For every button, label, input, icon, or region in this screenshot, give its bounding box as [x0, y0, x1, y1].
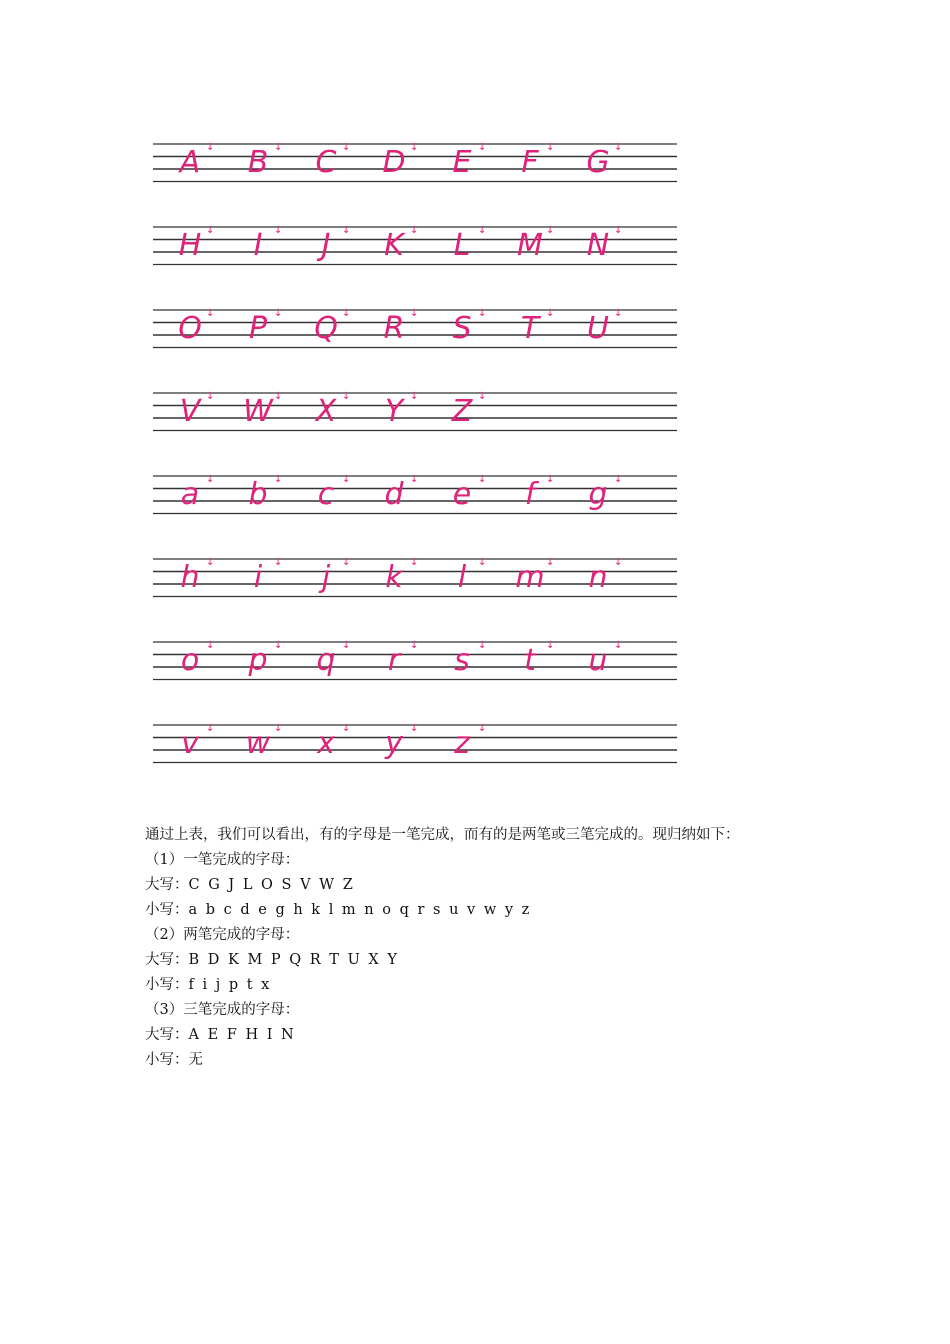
letter-g: g [588, 477, 608, 512]
letter-q: q [316, 643, 336, 678]
letter-P: P [248, 311, 268, 346]
letters: A E F H I N [188, 1027, 296, 1043]
letter-N: N [586, 228, 610, 263]
stroke-order-mark: ↓ [342, 557, 351, 568]
stroke-order-mark: ↓ [410, 142, 419, 153]
letter-I: I [253, 228, 263, 263]
letter-Z: Z [451, 394, 473, 429]
stroke-order-mark: ↓ [546, 308, 555, 319]
letter-L: L [453, 228, 471, 263]
letter-J: J [321, 228, 331, 263]
stroke-order-mark: ↓ [206, 640, 215, 651]
stroke-order-mark: ↓ [342, 391, 351, 402]
stroke-order-mark: ↓ [206, 225, 215, 236]
stroke-order-mark: ↓ [274, 557, 283, 568]
stroke-order-mark: ↓ [614, 142, 623, 153]
stroke-order-mark: ↓ [342, 640, 351, 651]
stroke-order-mark: ↓ [274, 225, 283, 236]
summary-text [145, 823, 835, 1073]
stroke-order-mark: ↓ [546, 474, 555, 485]
section2-lower [145, 973, 835, 998]
stroke-order-mark: ↓ [410, 225, 419, 236]
stroke-order-mark: ↓ [342, 723, 351, 734]
letter-m: m [515, 560, 545, 595]
lower-label: 小写： [145, 1052, 189, 1068]
letter-l: l [457, 560, 467, 595]
stroke-order-mark: ↓ [614, 557, 623, 568]
stroke-order-mark: ↓ [478, 142, 487, 153]
letter-p: p [248, 643, 268, 678]
intro-paragraph: 通过上表，我们可以看出，有的字母是一笔完成，而有的是两笔或三笔完成的。现归纳如下： [145, 827, 740, 843]
section1-upper [145, 873, 835, 898]
stroke-order-mark: ↓ [342, 474, 351, 485]
stroke-order-mark: ↓ [546, 640, 555, 651]
stroke-order-mark: ↓ [274, 308, 283, 319]
letters: f i j p t x [188, 977, 272, 993]
letter-U: U [587, 311, 609, 346]
stroke-order-mark: ↓ [342, 308, 351, 319]
stroke-order-mark: ↓ [274, 640, 283, 651]
letters: C G J L O S V W Z [188, 877, 355, 893]
section2-upper [145, 948, 835, 973]
letter-b: b [248, 477, 268, 512]
section2-title: （2）两笔完成的字母： [145, 927, 300, 943]
letter-G: G [586, 145, 610, 180]
letter-j: j [321, 560, 331, 595]
letter-K: K [384, 228, 404, 263]
letter-z: z [454, 726, 470, 761]
stroke-order-mark: ↓ [410, 557, 419, 568]
section3-title: （3）三笔完成的字母： [145, 1002, 300, 1018]
letter-R: R [383, 311, 405, 346]
stroke-order-mark: ↓ [410, 723, 419, 734]
letter-H: H [178, 228, 202, 263]
upper-label: 大写： [145, 952, 189, 968]
letter-E: E [452, 145, 472, 180]
letters: 无 [188, 1052, 205, 1068]
stroke-order-mark: ↓ [614, 474, 623, 485]
upper-label: 大写： [145, 1027, 189, 1043]
letter-c: c [317, 477, 335, 512]
letter-F: F [521, 145, 539, 180]
letter-T: T [520, 311, 540, 346]
letter-i: i [253, 560, 263, 595]
letter-O: O [178, 311, 202, 346]
stroke-order-mark: ↓ [206, 142, 215, 153]
letter-v: v [181, 726, 199, 761]
stroke-order-mark: ↓ [274, 142, 283, 153]
letter-Q: Q [314, 311, 338, 346]
stroke-order-mark: ↓ [478, 723, 487, 734]
letter-A: A [179, 145, 201, 180]
upper-label: 大写： [145, 877, 189, 893]
stroke-order-mark: ↓ [478, 640, 487, 651]
stroke-order-mark: ↓ [546, 142, 555, 153]
letter-k: k [385, 560, 403, 595]
letter-W: W [243, 394, 273, 429]
letter-t: t [524, 643, 536, 678]
letter-M: M [517, 228, 543, 263]
stroke-order-mark: ↓ [614, 308, 623, 319]
stroke-order-mark: ↓ [206, 474, 215, 485]
letter-V: V [179, 394, 201, 429]
letter-a: a [180, 477, 200, 512]
letter-S: S [452, 311, 472, 346]
stroke-order-mark: ↓ [342, 225, 351, 236]
letter-e: e [452, 477, 472, 512]
stroke-order-mark: ↓ [478, 308, 487, 319]
letter-w: w [245, 726, 271, 761]
stroke-order-mark: ↓ [206, 723, 215, 734]
letter-s: s [454, 643, 470, 678]
stroke-order-mark: ↓ [478, 557, 487, 568]
letter-B: B [247, 145, 269, 180]
stroke-order-mark: ↓ [206, 308, 215, 319]
letter-x: x [317, 726, 335, 761]
section3-lower [145, 1048, 835, 1073]
letter-d: d [384, 477, 404, 512]
stroke-order-mark: ↓ [410, 474, 419, 485]
letter-r: r [387, 643, 401, 678]
stroke-order-mark: ↓ [206, 391, 215, 402]
letter-y: y [385, 726, 403, 761]
letter-X: X [315, 394, 337, 429]
letter-h: h [180, 560, 200, 595]
section1-title: （1）一笔完成的字母： [145, 852, 300, 868]
stroke-order-mark: ↓ [206, 557, 215, 568]
letter-D: D [382, 145, 406, 180]
stroke-order-mark: ↓ [478, 391, 487, 402]
letter-f: f [524, 477, 536, 512]
stroke-order-mark: ↓ [410, 308, 419, 319]
stroke-order-mark: ↓ [410, 640, 419, 651]
stroke-order-mark: ↓ [274, 723, 283, 734]
letter-n: n [588, 560, 608, 595]
letters: a b c d e g h k l m n o q r s u v w y z [188, 902, 532, 918]
letter-Y: Y [384, 394, 404, 429]
stroke-order-mark: ↓ [274, 391, 283, 402]
section1-lower [145, 898, 835, 923]
stroke-order-mark: ↓ [614, 225, 623, 236]
stroke-order-mark: ↓ [410, 391, 419, 402]
section3-upper [145, 1023, 835, 1048]
letter-u: u [588, 643, 608, 678]
letter-C: C [315, 145, 337, 180]
letter-o: o [180, 643, 200, 678]
lower-label: 小写： [145, 902, 189, 918]
stroke-order-mark: ↓ [478, 474, 487, 485]
letters: B D K M P Q R T U X Y [188, 952, 399, 968]
stroke-order-mark: ↓ [342, 142, 351, 153]
lower-label: 小写： [145, 977, 189, 993]
handwriting-chart-svg [150, 130, 680, 780]
stroke-order-mark: ↓ [478, 225, 487, 236]
stroke-order-mark: ↓ [274, 474, 283, 485]
stroke-order-mark: ↓ [546, 225, 555, 236]
stroke-order-mark: ↓ [546, 557, 555, 568]
stroke-order-mark: ↓ [614, 640, 623, 651]
handwriting-chart [150, 130, 680, 780]
